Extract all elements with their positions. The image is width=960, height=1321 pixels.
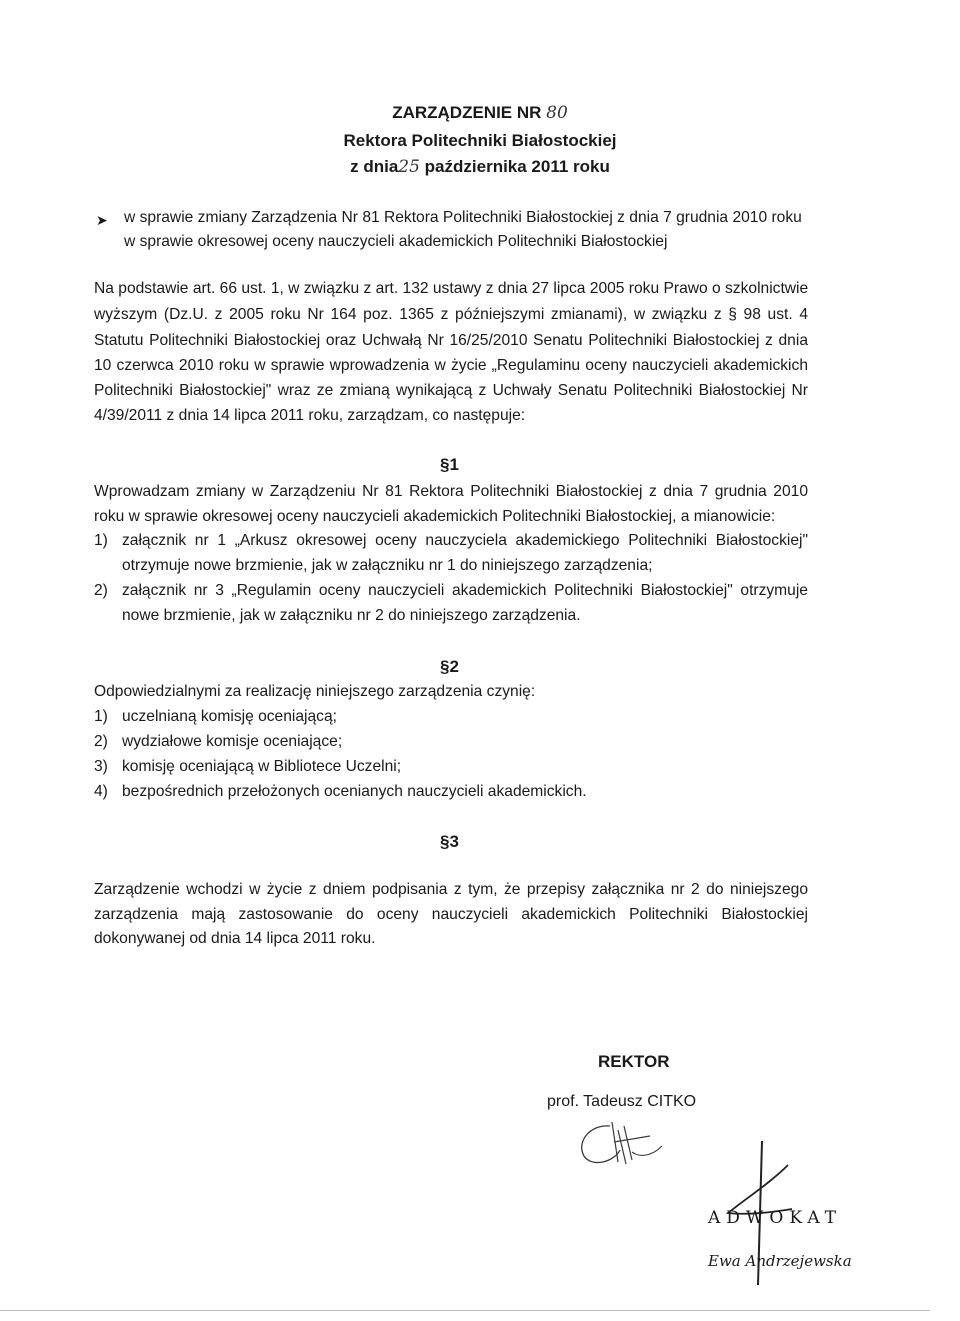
- section-2-heading: §2: [440, 657, 459, 676]
- section-2-intro: Odpowiedzialnymi za realizację niniejszego zarządzenia czynię:: [94, 683, 536, 700]
- signature-name: prof. Tadeusz CITKO: [547, 1093, 697, 1110]
- section-3-heading: §3: [440, 832, 459, 851]
- preamble-line: Na podstawie art. 66 ust. 1, w związku z art. 132 ustawy z dnia 27 lipca 2005 roku Prawo o szkolnictwie: [94, 280, 809, 297]
- preamble-line: wyższym (Dz.U. z 2005 roku Nr 164 poz. 1365 z późniejszymi zmianami), w związku z § 98 ust. 4: [94, 306, 808, 323]
- list-number: 1): [94, 532, 108, 549]
- section-3-text: zarządzenia mają zastosowanie do oceny nauczycieli akademickich Politechniki Białostockiej: [94, 906, 808, 923]
- section-1-item-2-cont: nowe brzmienie, jak w załączniku nr 2 do niniejszego zarządzenia.: [122, 607, 581, 624]
- handwritten-number: 80: [546, 103, 568, 123]
- document-date: [0, 157, 960, 177]
- section-1-intro: roku w sprawie okresowej oceny nauczycieli akademickich Politechniki Białostockiej, a mianowicie:: [94, 508, 776, 525]
- list-number: 2): [94, 733, 108, 750]
- list-number: 1): [94, 708, 108, 725]
- preamble-line: 10 czerwca 2010 roku w sprawie wprowadzenia w życie „Regulaminu oceny nauczycieli akademickich: [94, 357, 808, 374]
- preamble-line: Statutu Politechniki Białostockiej oraz Uchwałą Nr 16/25/2010 Senatu Politechniki Białostockiej z dnia: [94, 332, 808, 349]
- preamble-line: Politechniki Białostockiej" wraz ze zmianą wynikającą z Uchwały Senatu Politechniki Białostockiej Nr: [94, 382, 808, 399]
- list-number: 4): [94, 783, 108, 800]
- section-3-text: dokonywanej od dnia 14 lipca 2011 roku.: [94, 930, 376, 947]
- scan-edge-divider: [0, 1310, 930, 1311]
- section-1-item-1-cont: otrzymuje nowe brzmienie, jak w załączniku nr 1 do niniejszego zarządzenia;: [122, 557, 653, 574]
- section-1-heading: §1: [440, 455, 459, 474]
- title-prefix: ZARZĄDZENIE NR: [392, 103, 542, 122]
- list-number: 2): [94, 582, 108, 599]
- handwritten-day: 25: [398, 157, 420, 177]
- signature-role: REKTOR: [598, 1052, 670, 1071]
- subject-line-2: w sprawie okresowej oceny nauczycieli akademickich Politechniki Białostockiej: [124, 233, 668, 250]
- list-number: 3): [94, 758, 108, 775]
- list-item: wydziałowe komisje oceniające;: [122, 733, 343, 750]
- section-1-item-2: załącznik nr 3 „Regulamin oceny nauczycieli akademickich Politechniki Białostockiej" otrzymuje: [122, 582, 808, 599]
- section-3-text: Zarządzenie wchodzi w życie z dniem podpisania z tym, że przepisy załącznika nr 2 do niniejszego: [94, 881, 808, 898]
- subject-line-1: w sprawie zmiany Zarządzenia Nr 81 Rektora Politechniki Białostockiej z dnia 7 grudnia 2010 roku: [124, 209, 802, 226]
- handwritten-signature-icon: [570, 1112, 680, 1172]
- stamp-title: ADWOKAT: [708, 1208, 843, 1228]
- section-1-item-1: załącznik nr 1 „Arkusz okresowej oceny nauczyciela akademickiego Politechniki Białostockiej": [122, 532, 808, 549]
- list-item: bezpośrednich przełożonych ocenianych nauczycieli akademickich.: [122, 783, 587, 800]
- list-item: uczelnianą komisję oceniającą;: [122, 708, 337, 725]
- date-suffix: października 2011 roku: [424, 157, 610, 176]
- document-title: [0, 103, 960, 123]
- arrow-bullet-icon: ➤: [96, 212, 108, 228]
- date-prefix: z dnia: [350, 157, 399, 176]
- stamp-name: Ewa Andrzejewska: [708, 1252, 852, 1270]
- list-item: komisję oceniającą w Bibliotece Uczelni;: [122, 758, 402, 775]
- preamble-line: 4/39/2011 z dnia 14 lipca 2011 roku, zarządzam, co następuje:: [94, 407, 526, 424]
- section-1-intro: Wprowadzam zmiany w Zarządzeniu Nr 81 Rektora Politechniki Białostockiej z dnia 7 grudnia 2010: [94, 483, 808, 500]
- document-subtitle: Rektora Politechniki Białostockiej: [343, 131, 617, 150]
